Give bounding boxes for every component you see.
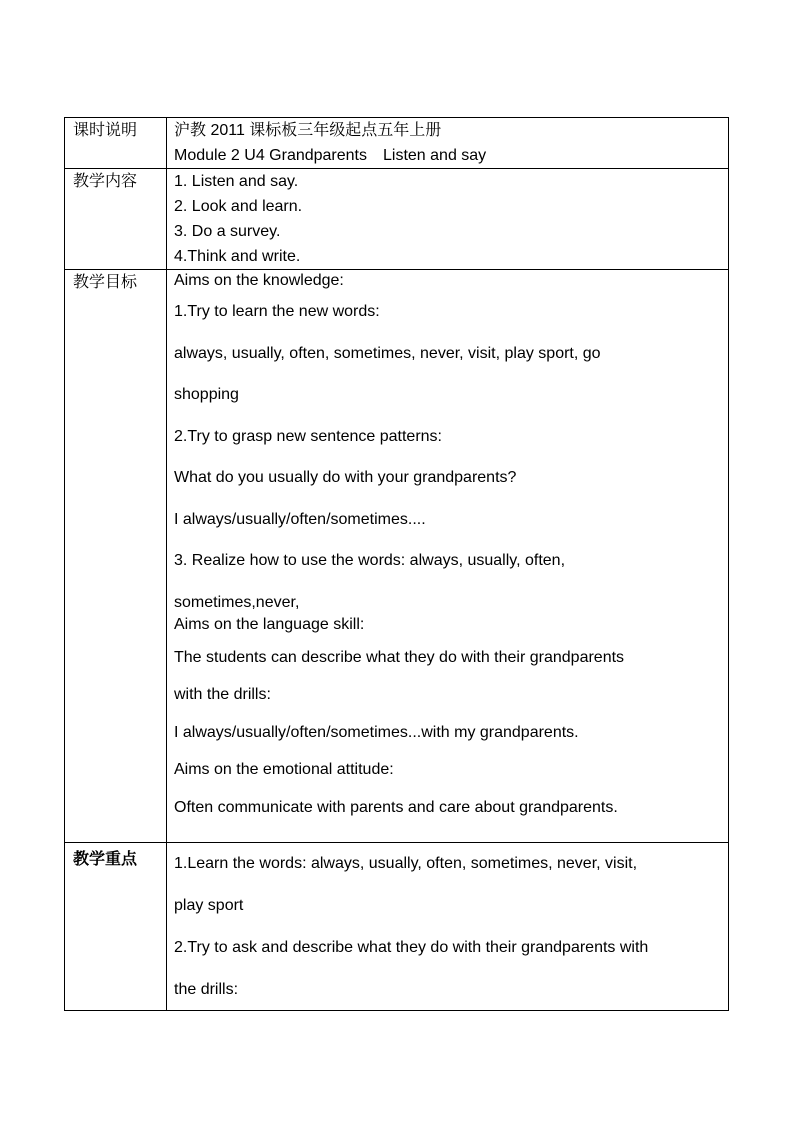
content-cell	[167, 169, 729, 270]
text-line: 1.Learn the words: always, usually, often, sometimes, never, visit,	[174, 855, 638, 872]
text-line: sometimes,never,	[174, 593, 300, 611]
text-line: 2.Try to ask and describe what they do with their grandparents with	[174, 939, 649, 956]
text-line: What do you usually do with your grandparents?	[174, 469, 517, 486]
text-line: always, usually, often, sometimes, never, visit, play sport, go	[174, 344, 601, 362]
text-line: play sport	[174, 897, 244, 914]
text-line: 1.Try to learn the new words:	[174, 303, 380, 320]
table-row	[65, 843, 729, 1011]
lesson-plan-table	[64, 117, 729, 1011]
row-label-content: 教学内容	[65, 169, 167, 270]
text-line: Often communicate with parents and care about grandparents.	[174, 798, 618, 816]
table-row	[65, 118, 729, 169]
text-line: I always/usually/often/sometimes....	[174, 510, 426, 528]
lesson-info-cell	[167, 118, 729, 169]
text-line: 1. Listen and say.	[174, 173, 299, 190]
table-row	[65, 169, 729, 270]
text-line: with the drills:	[174, 686, 271, 703]
table-row	[65, 270, 729, 843]
row-label-key-points: 教学重点	[65, 843, 167, 1011]
text-line: Module 2 U4 Grandparents Listen and say	[174, 147, 487, 164]
objectives-cell	[167, 270, 729, 843]
text-line: 4.Think and write.	[174, 248, 301, 265]
text-line: the drills:	[174, 981, 239, 998]
text-line: 2. Look and learn.	[174, 198, 303, 215]
text-line: I always/usually/often/sometimes...with my grandparents.	[174, 723, 579, 741]
text-line: Aims on the language skill:	[174, 615, 365, 633]
row-label-objectives: 教学目标	[65, 270, 167, 843]
text-line: Aims on the emotional attitude:	[174, 761, 394, 778]
text-line: 沪教 2011 课标板三年级起点五年上册	[174, 122, 442, 139]
text-line: 3. Realize how to use the words: always, usually, often,	[174, 552, 566, 569]
text-line: shopping	[174, 386, 239, 403]
key-points-cell	[167, 843, 729, 1011]
text-line: Aims on the knowledge:	[174, 272, 344, 289]
text-line: 3. Do a survey.	[174, 223, 281, 240]
text-line: 2.Try to grasp new sentence patterns:	[174, 427, 442, 445]
row-label-lesson-info: 课时说明	[65, 118, 167, 169]
text-line: The students can describe what they do with their grandparents	[174, 648, 625, 666]
